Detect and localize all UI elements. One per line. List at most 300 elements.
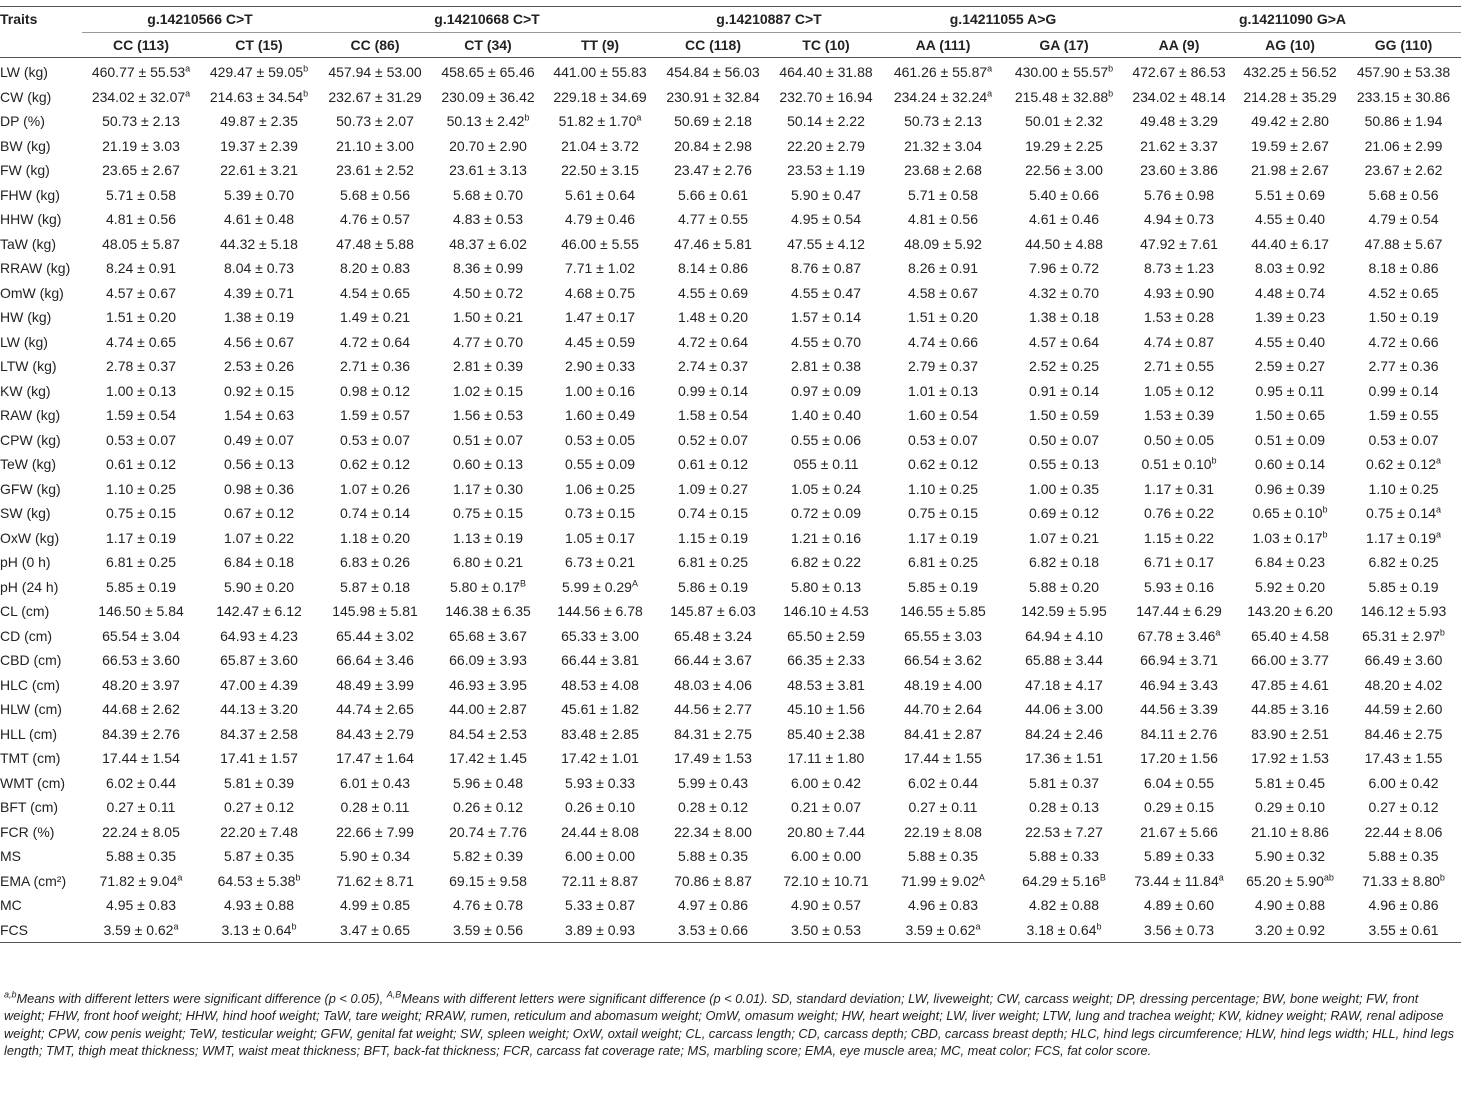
value-text: 44.56 ± 2.77	[674, 701, 752, 717]
value-cell	[656, 526, 770, 551]
value-cell	[432, 281, 544, 306]
value-cell	[1234, 428, 1346, 453]
table-row	[0, 305, 1461, 330]
value-cell	[1234, 232, 1346, 257]
value-cell	[318, 918, 432, 943]
value-cell	[318, 550, 432, 575]
value-text: 64.53 ± 5.38	[217, 872, 296, 889]
value-text: 65.20 ± 5.90	[1246, 872, 1324, 889]
value-text: 4.39 ± 0.71	[224, 284, 294, 301]
value-text: 5.68 ± 0.70	[453, 186, 523, 203]
value-text: 5.90 ± 0.34	[340, 848, 410, 864]
value-cell	[770, 526, 882, 551]
group-header	[318, 7, 656, 33]
value-cell	[1124, 526, 1234, 551]
value-text: 3.53 ± 0.66	[678, 921, 748, 938]
significance-superscript: a	[636, 112, 642, 123]
value-cell	[1234, 771, 1346, 796]
value-text: 5.71 ± 0.58	[106, 186, 176, 203]
value-cell	[544, 893, 656, 918]
value-text: 4.72 ± 0.64	[340, 333, 410, 350]
value-text: 50.01 ± 2.32	[1025, 113, 1103, 129]
value-cell	[882, 281, 1004, 306]
value-cell	[432, 550, 544, 575]
table-body	[0, 58, 1461, 943]
value-text: 4.45 ± 0.59	[565, 333, 635, 350]
value-text: 1.00 ± 0.16	[565, 382, 635, 399]
value-cell	[544, 844, 656, 869]
value-cell	[200, 58, 318, 85]
value-cell	[1346, 869, 1461, 894]
value-text: 144.56 ± 6.78	[557, 603, 643, 619]
value-text: 4.55 ± 0.40	[1255, 211, 1325, 227]
value-text: 23.53 ± 1.19	[787, 162, 865, 178]
value-text: 1.09 ± 0.27	[678, 480, 748, 497]
value-cell	[882, 232, 1004, 257]
value-cell	[432, 428, 544, 453]
significance-superscript: a	[1436, 528, 1442, 539]
value-cell	[770, 648, 882, 673]
value-cell	[200, 403, 318, 428]
trait-label: OxW (kg)	[0, 529, 60, 546]
value-text: 0.53 ± 0.07	[1368, 431, 1439, 448]
value-cell	[1004, 158, 1124, 183]
value-text: 4.96 ± 0.86	[1368, 897, 1439, 913]
value-text: 1.18 ± 0.20	[340, 529, 410, 546]
value-cell	[1346, 648, 1461, 673]
value-cell	[882, 85, 1004, 110]
value-text: 5.81 ± 0.37	[1029, 774, 1099, 791]
value-text: 50.69 ± 2.18	[674, 113, 752, 129]
trait-label: BFT (cm)	[0, 799, 59, 815]
value-text: 5.68 ± 0.56	[1368, 186, 1439, 203]
table-row	[0, 207, 1461, 232]
value-text: 4.79 ± 0.46	[565, 211, 635, 227]
value-cell	[770, 256, 882, 281]
value-cell	[882, 550, 1004, 575]
table-row	[0, 820, 1461, 845]
value-cell	[318, 869, 432, 894]
value-text: 50.73 ± 2.13	[102, 113, 180, 129]
value-cell	[200, 207, 318, 232]
value-cell	[1004, 648, 1124, 673]
value-cell	[1234, 746, 1346, 771]
trait-label: pH (0 h)	[0, 554, 51, 570]
value-cell	[544, 256, 656, 281]
value-cell	[544, 673, 656, 698]
value-text: 21.98 ± 2.67	[1251, 162, 1329, 178]
value-cell	[318, 232, 432, 257]
value-text: 0.60 ± 0.13	[453, 456, 523, 472]
value-text: 17.49 ± 1.53	[674, 750, 752, 766]
value-cell	[318, 428, 432, 453]
table-row	[0, 575, 1461, 600]
significance-superscript: b	[303, 87, 309, 98]
value-cell	[318, 281, 432, 306]
value-cell	[656, 354, 770, 379]
value-cell	[200, 746, 318, 771]
trait-label: LTW (kg)	[0, 358, 57, 374]
value-text: 1.10 ± 0.25	[106, 480, 176, 497]
value-cell	[770, 599, 882, 624]
value-text: 4.55 ± 0.70	[791, 333, 861, 350]
value-text: 65.68 ± 3.67	[449, 627, 527, 644]
value-text: 1.48 ± 0.20	[678, 309, 748, 325]
value-cell	[1234, 58, 1346, 85]
value-text: 1.03 ± 0.17	[1252, 529, 1323, 546]
value-text: 21.10 ± 3.00	[336, 137, 414, 154]
value-cell	[770, 869, 882, 894]
value-text: 8.76 ± 0.87	[791, 260, 861, 276]
value-text: 1.51 ± 0.20	[908, 309, 978, 325]
value-cell	[1004, 795, 1124, 820]
value-text: 64.94 ± 4.10	[1025, 627, 1103, 644]
value-text: 1.21 ± 0.16	[791, 529, 861, 546]
value-cell	[770, 771, 882, 796]
value-cell	[1234, 550, 1346, 575]
value-cell	[318, 85, 432, 110]
value-text: 21.04 ± 3.72	[561, 137, 639, 154]
value-cell	[1004, 379, 1124, 404]
value-cell	[432, 869, 544, 894]
value-cell	[82, 526, 200, 551]
value-cell	[770, 330, 882, 355]
value-text: 145.87 ± 6.03	[670, 603, 756, 619]
value-cell	[882, 330, 1004, 355]
value-cell	[544, 232, 656, 257]
value-cell	[656, 330, 770, 355]
value-text: 4.68 ± 0.75	[565, 284, 635, 301]
trait-label: HHW (kg)	[0, 211, 62, 227]
value-text: 1.56 ± 0.53	[453, 407, 523, 423]
value-text: 0.61 ± 0.12	[678, 456, 748, 472]
value-cell	[656, 550, 770, 575]
value-cell	[656, 771, 770, 796]
value-text: 0.73 ± 0.15	[565, 505, 635, 521]
value-text: 4.56 ± 0.67	[224, 333, 294, 350]
value-cell	[770, 673, 882, 698]
value-cell	[200, 844, 318, 869]
value-cell	[1124, 477, 1234, 502]
value-cell	[200, 575, 318, 600]
group-label: g.14210887 C>T	[716, 11, 822, 27]
value-cell	[1234, 305, 1346, 330]
value-text: 48.05 ± 5.87	[102, 235, 180, 252]
value-text: 66.94 ± 3.71	[1140, 652, 1218, 668]
value-cell	[544, 869, 656, 894]
value-text: 1.05 ± 0.12	[1144, 382, 1214, 399]
value-text: 5.88 ± 0.35	[908, 848, 978, 864]
value-cell	[1124, 893, 1234, 918]
value-text: 5.90 ± 0.20	[224, 578, 294, 595]
value-cell	[882, 134, 1004, 159]
significance-superscript: ab	[1323, 871, 1334, 882]
value-text: 3.20 ± 0.92	[1255, 921, 1325, 938]
value-text: 49.42 ± 2.80	[1251, 113, 1329, 129]
value-text: 0.62 ± 0.12	[340, 456, 410, 472]
value-text: 460.77 ± 55.53	[91, 64, 186, 80]
value-cell	[1346, 771, 1461, 796]
value-text: 22.20 ± 2.79	[787, 137, 865, 154]
value-cell	[82, 820, 200, 845]
value-text: 69.15 ± 9.58	[449, 872, 527, 889]
value-cell	[1004, 428, 1124, 453]
value-cell	[770, 624, 882, 649]
trait-label: FCR (%)	[0, 823, 55, 840]
value-text: 23.68 ± 2.68	[904, 162, 982, 178]
value-cell	[200, 624, 318, 649]
value-cell	[656, 599, 770, 624]
value-text: 2.71 ± 0.36	[340, 358, 410, 374]
value-cell	[544, 428, 656, 453]
table-row	[0, 893, 1461, 918]
trait-label: SW (kg)	[0, 505, 51, 521]
value-text: 6.04 ± 0.55	[1144, 774, 1214, 791]
trait-label: FHW (kg)	[0, 186, 60, 203]
value-text: 3.50 ± 0.53	[791, 921, 861, 938]
significance-superscript: a	[1215, 626, 1221, 637]
value-text: 6.00 ± 0.00	[565, 848, 635, 864]
table-row	[0, 697, 1461, 722]
value-cell	[544, 330, 656, 355]
value-cell	[770, 428, 882, 453]
value-text: 44.00 ± 2.87	[449, 701, 527, 717]
value-cell	[318, 501, 432, 526]
value-cell	[432, 354, 544, 379]
group-label: g.14210668 C>T	[434, 11, 540, 27]
value-cell	[656, 256, 770, 281]
footnote-sup-ab: a,b	[4, 989, 17, 1000]
value-text: 44.59 ± 2.60	[1364, 701, 1443, 717]
value-cell	[1346, 330, 1461, 355]
value-text: 234.24 ± 32.24	[893, 88, 988, 105]
value-text: 5.85 ± 0.19	[106, 578, 176, 595]
value-cell	[656, 403, 770, 428]
value-text: 0.60 ± 0.14	[1255, 456, 1325, 472]
value-text: 67.78 ± 3.46	[1137, 627, 1216, 644]
value-text: 5.85 ± 0.19	[908, 578, 978, 595]
genotype-header: AG (10)	[1234, 32, 1346, 58]
value-cell	[882, 869, 1004, 894]
value-text: 8.36 ± 0.99	[453, 260, 523, 276]
value-cell	[82, 354, 200, 379]
table-row	[0, 550, 1461, 575]
value-text: 1.59 ± 0.55	[1368, 407, 1439, 423]
value-cell	[82, 844, 200, 869]
value-cell	[770, 844, 882, 869]
value-cell	[770, 134, 882, 159]
value-text: 4.95 ± 0.54	[791, 211, 861, 227]
genotype-header: CC (118)	[656, 32, 770, 58]
value-text: 6.02 ± 0.44	[908, 774, 978, 791]
value-cell	[432, 330, 544, 355]
footnote-sup-AB: A,B	[386, 989, 402, 1000]
value-cell	[656, 575, 770, 600]
value-cell	[1346, 207, 1461, 232]
value-cell	[544, 550, 656, 575]
value-text: 65.55 ± 3.03	[904, 627, 982, 644]
value-text: 4.74 ± 0.87	[1144, 333, 1214, 350]
value-cell	[1124, 722, 1234, 747]
value-cell	[318, 575, 432, 600]
value-text: 84.43 ± 2.79	[336, 725, 414, 742]
value-text: 5.88 ± 0.35	[1368, 848, 1439, 864]
value-cell	[1346, 501, 1461, 526]
value-cell	[82, 379, 200, 404]
value-text: 1.60 ± 0.49	[565, 407, 635, 423]
significance-superscript: A	[978, 871, 985, 882]
value-cell	[656, 134, 770, 159]
value-cell	[1346, 844, 1461, 869]
value-text: 50.13 ± 2.42	[446, 113, 525, 129]
value-cell	[318, 354, 432, 379]
value-cell	[1124, 158, 1234, 183]
value-text: 6.82 ± 0.18	[1029, 554, 1099, 570]
trait-label: MC	[0, 897, 22, 913]
value-cell	[882, 256, 1004, 281]
value-cell	[1346, 232, 1461, 257]
value-cell	[770, 109, 882, 134]
value-text: 3.59 ± 0.62	[103, 921, 174, 938]
value-cell	[656, 501, 770, 526]
value-text: 0.51 ± 0.07	[453, 431, 523, 448]
value-text: 146.38 ± 6.35	[445, 603, 531, 619]
significance-superscript: a	[975, 920, 981, 931]
value-cell	[1124, 281, 1234, 306]
value-text: 5.92 ± 0.20	[1255, 578, 1325, 595]
value-cell	[882, 403, 1004, 428]
trait-label: CD (cm)	[0, 627, 53, 644]
value-cell	[1124, 403, 1234, 428]
value-text: 0.28 ± 0.13	[1029, 799, 1099, 815]
value-cell	[1004, 771, 1124, 796]
value-text: 65.33 ± 3.00	[561, 627, 639, 644]
value-text: 5.80 ± 0.17	[450, 578, 520, 595]
value-cell	[1234, 379, 1346, 404]
value-cell	[1004, 746, 1124, 771]
value-text: 23.61 ± 2.52	[336, 162, 414, 178]
value-cell	[882, 624, 1004, 649]
value-cell	[1124, 575, 1234, 600]
value-cell	[1346, 795, 1461, 820]
genotype-header: CC (113)	[82, 32, 200, 58]
value-text: 72.10 ± 10.71	[783, 872, 869, 889]
value-text: 5.90 ± 0.47	[791, 186, 861, 203]
value-cell	[656, 893, 770, 918]
trait-label: RRAW (kg)	[0, 260, 71, 276]
value-text: 0.99 ± 0.14	[678, 382, 748, 399]
value-cell	[882, 379, 1004, 404]
value-text: 0.75 ± 0.14	[1366, 505, 1436, 521]
value-text: 6.81 ± 0.25	[106, 554, 176, 570]
value-text: 0.26 ± 0.10	[565, 799, 635, 815]
value-text: 5.99 ± 0.43	[678, 774, 748, 791]
value-cell	[1346, 134, 1461, 159]
value-text: 2.81 ± 0.39	[453, 358, 523, 374]
value-text: 5.86 ± 0.19	[678, 578, 748, 595]
value-cell	[432, 575, 544, 600]
value-text: 21.67 ± 5.66	[1140, 823, 1218, 840]
value-cell	[1124, 256, 1234, 281]
value-text: 44.56 ± 3.39	[1140, 701, 1218, 717]
table-row	[0, 232, 1461, 257]
value-text: 4.58 ± 0.67	[908, 284, 978, 301]
value-cell	[432, 624, 544, 649]
value-text: 44.68 ± 2.62	[102, 701, 180, 717]
value-text: 0.49 ± 0.07	[224, 431, 294, 448]
value-text: 23.61 ± 3.13	[449, 162, 527, 178]
value-text: 45.10 ± 1.56	[787, 701, 865, 717]
trait-label: LW (kg)	[0, 64, 48, 80]
value-cell	[770, 379, 882, 404]
value-text: 48.37 ± 6.02	[449, 235, 527, 252]
value-cell	[432, 207, 544, 232]
value-cell	[1124, 746, 1234, 771]
value-cell	[1004, 624, 1124, 649]
value-cell	[1124, 771, 1234, 796]
value-text: 5.39 ± 0.70	[224, 186, 294, 203]
value-text: 1.00 ± 0.35	[1029, 480, 1099, 497]
value-cell	[882, 501, 1004, 526]
significance-superscript: b	[1322, 504, 1328, 515]
value-cell	[882, 795, 1004, 820]
value-cell	[200, 158, 318, 183]
value-text: 232.67 ± 31.29	[328, 88, 422, 105]
value-cell	[1234, 599, 1346, 624]
value-cell	[318, 771, 432, 796]
value-text: 2.74 ± 0.37	[678, 358, 748, 374]
value-text: 21.10 ± 8.86	[1251, 823, 1329, 840]
value-cell	[882, 109, 1004, 134]
value-text: 22.66 ± 7.99	[336, 823, 414, 840]
value-cell	[770, 918, 882, 943]
value-text: 0.75 ± 0.15	[908, 505, 978, 521]
value-cell	[432, 795, 544, 820]
group-label: g.14211055 A>G	[949, 11, 1057, 27]
value-text: 0.91 ± 0.14	[1029, 382, 1099, 399]
value-cell	[656, 795, 770, 820]
value-cell	[770, 207, 882, 232]
value-cell	[1124, 232, 1234, 257]
value-text: 23.60 ± 3.86	[1140, 162, 1218, 178]
value-cell	[882, 207, 1004, 232]
value-text: 457.90 ± 53.38	[1356, 64, 1451, 80]
value-text: 2.81 ± 0.38	[791, 358, 861, 374]
value-cell	[82, 85, 200, 110]
value-text: 47.18 ± 4.17	[1025, 676, 1103, 693]
value-cell	[1346, 109, 1461, 134]
value-cell	[1234, 183, 1346, 208]
value-text: 6.71 ± 0.17	[1144, 554, 1214, 570]
value-cell	[882, 648, 1004, 673]
value-cell	[200, 477, 318, 502]
group-header	[82, 7, 318, 33]
value-text: 46.00 ± 5.55	[561, 235, 639, 252]
value-cell	[544, 697, 656, 722]
value-cell	[544, 771, 656, 796]
value-text: 147.44 ± 6.29	[1136, 603, 1222, 619]
value-text: 6.73 ± 0.21	[565, 554, 635, 570]
trait-label: KW (kg)	[0, 382, 51, 399]
value-cell	[82, 281, 200, 306]
value-cell	[1234, 869, 1346, 894]
significance-superscript: b	[1108, 87, 1114, 98]
value-text: 71.82 ± 9.04	[99, 872, 178, 889]
value-cell	[1346, 599, 1461, 624]
value-cell	[318, 477, 432, 502]
value-cell	[1346, 281, 1461, 306]
value-text: 430.00 ± 55.57	[1014, 64, 1109, 80]
